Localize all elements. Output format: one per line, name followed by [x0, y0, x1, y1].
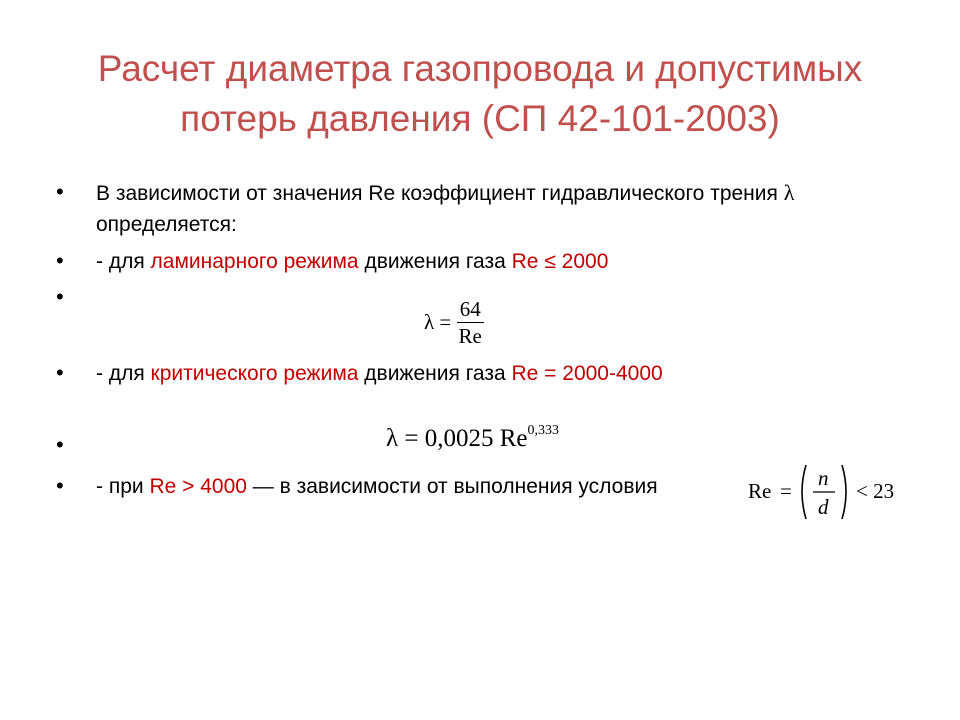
bullet-1-line-2: определяется: — [96, 213, 237, 236]
bullet-6-middle: — в зависимости от выполнения условия — [246, 475, 658, 498]
formula-turbulent-rhs: < 23 — [856, 479, 895, 503]
title-line-2: потерь давления (СП 42-101-2003) — [180, 98, 780, 139]
formula-turbulent — [748, 462, 908, 522]
formula-laminar-fraction — [457, 296, 484, 349]
bullet-dot: • — [56, 248, 64, 273]
bullet-4-middle: движения газа — [358, 362, 512, 385]
bullet-2-prefix: - для — [96, 250, 151, 273]
formula-critical-main: λ = 0,0025 Re — [386, 425, 528, 452]
formula-laminar-denominator: Re — [458, 324, 482, 348]
bullet-1-text: В зависимости от значения Re коэффициент гидравлического трения — [96, 182, 778, 205]
bullet-dot: • — [56, 473, 64, 498]
laminar-condition: Re ≤ 2000 — [511, 250, 609, 273]
lambda-symbol: λ — [783, 180, 795, 205]
formula-turbulent-eq: = — [780, 479, 792, 503]
title-line-1: Расчет диаметра газопровода и допустимых — [97, 48, 863, 89]
formula-turbulent-lhs: Re — [748, 479, 772, 503]
slide-title — [40, 44, 920, 144]
bullet-text-4 — [96, 359, 663, 389]
bullet-dot: • — [56, 360, 64, 385]
formula-laminar — [424, 296, 484, 349]
bullet-text-6 — [96, 472, 658, 502]
bullet-4-prefix: - для — [96, 362, 151, 385]
turbulent-condition: Re > 4000 — [149, 475, 247, 498]
bullet-text-1 — [96, 178, 794, 209]
bullet-dot: • — [56, 432, 64, 457]
bullet-6-prefix: - при — [96, 475, 150, 498]
critical-regime-label: критического режима — [150, 362, 359, 385]
laminar-regime-label: ламинарного режима — [150, 250, 359, 273]
formula-critical-exponent: 0,333 — [527, 423, 559, 438]
critical-condition: Re = 2000-4000 — [511, 362, 663, 385]
formula-turbulent-numerator: n — [818, 466, 829, 490]
bullet-dot: • — [56, 284, 64, 309]
bullet-text-2 — [96, 247, 608, 277]
formula-critical — [386, 414, 559, 456]
bullet-dot: • — [56, 179, 64, 204]
bullet-2-middle: движения газа — [358, 250, 512, 273]
formula-laminar-lhs: λ = — [424, 310, 452, 334]
formula-laminar-numerator: 64 — [457, 296, 484, 323]
formula-turbulent-denominator: d — [818, 495, 829, 519]
